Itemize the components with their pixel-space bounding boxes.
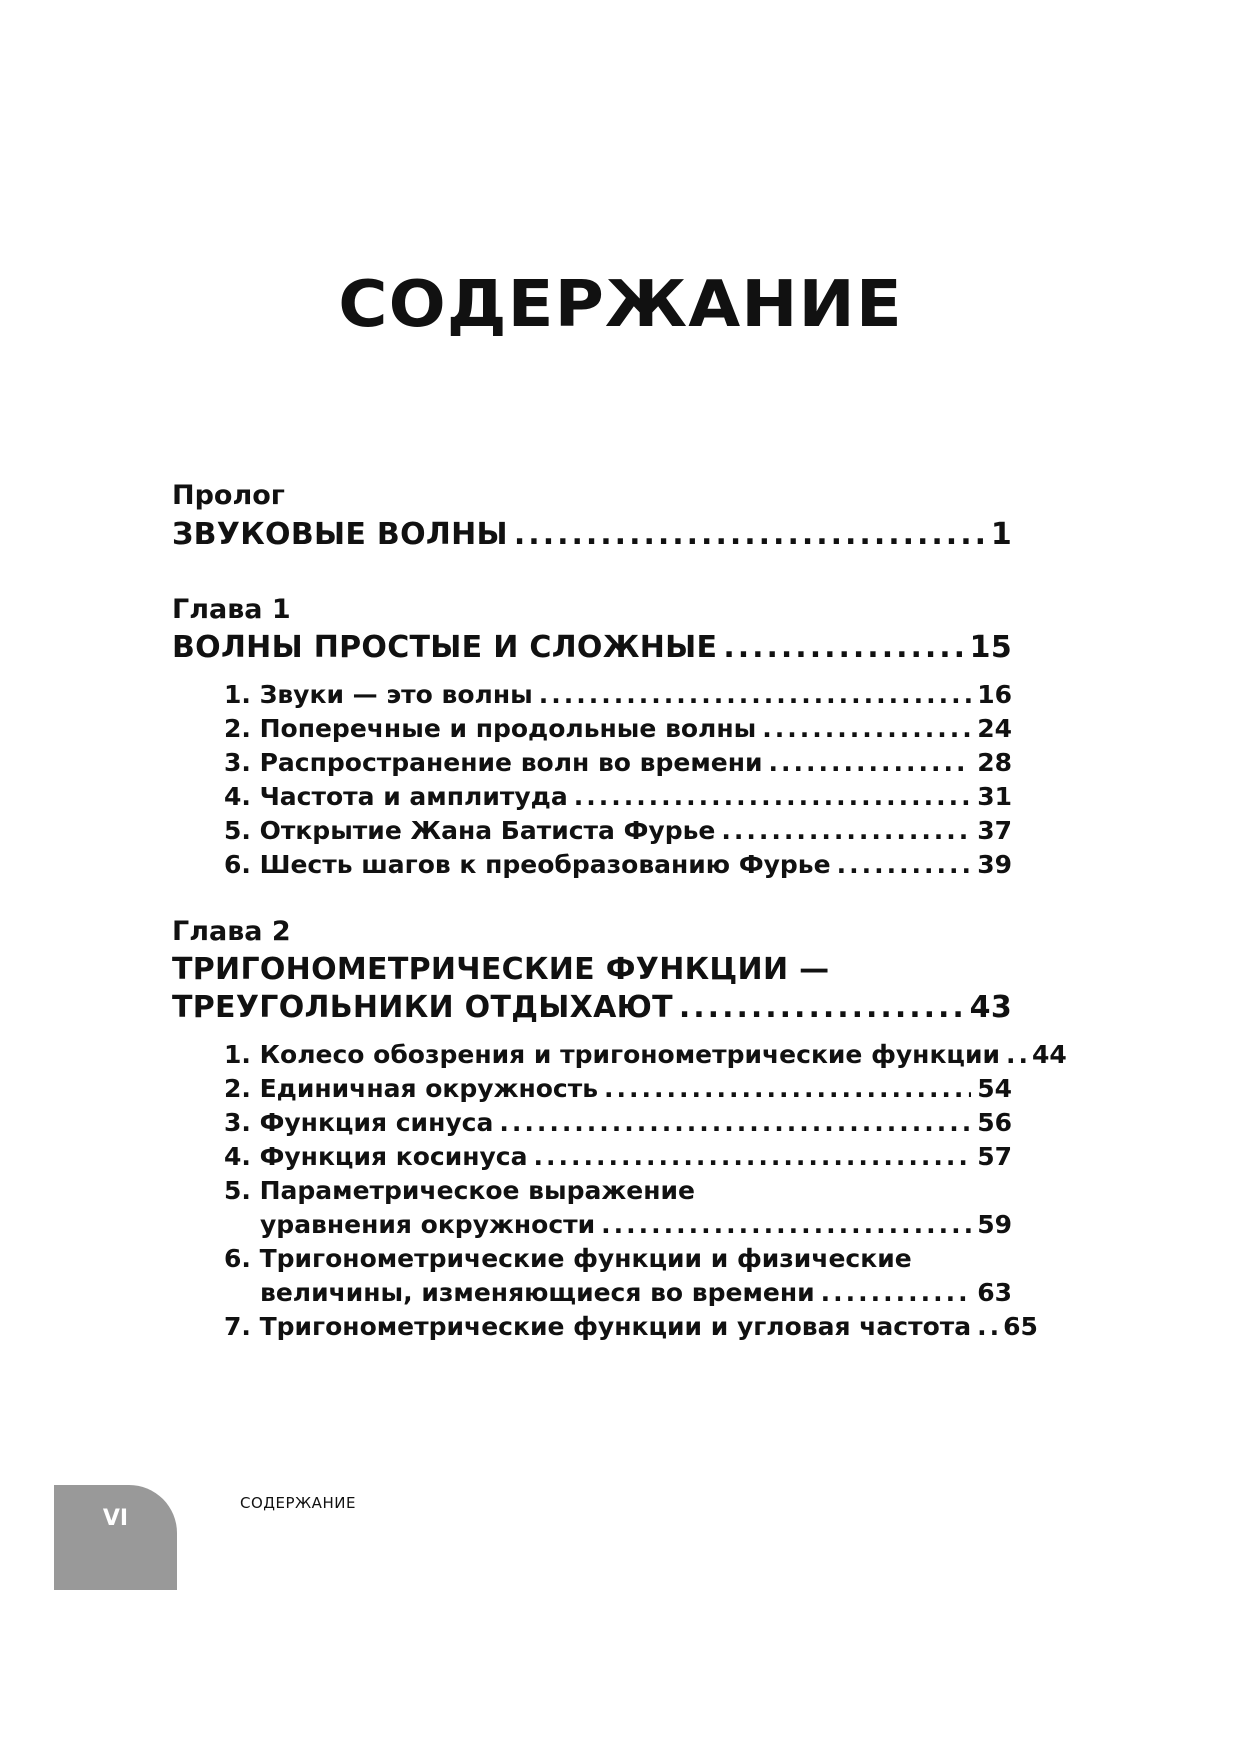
toc-section-title: величины, изменяющиеся во времени <box>260 1278 815 1307</box>
toc-entry-chapter2-line1: ТРИГОНОМЕТРИЧЕСКИЕ ФУНКЦИИ — <box>172 952 830 987</box>
dot-leader <box>679 990 964 1025</box>
toc-section-title: 1. Колесо обозрения и тригонометрические функции <box>224 1040 1000 1069</box>
toc-section-page: 44 <box>1032 1040 1067 1069</box>
toc-entry-page: 43 <box>969 990 1012 1025</box>
toc-section[interactable] <box>260 1278 1012 1307</box>
toc-section[interactable] <box>224 1142 1012 1171</box>
toc-section-title: 2. Поперечные и продольные волны <box>224 714 757 743</box>
toc-section[interactable] <box>224 1040 1067 1069</box>
toc-entry-prologue[interactable] <box>172 517 1012 552</box>
toc-section[interactable] <box>224 748 1012 777</box>
dot-leader <box>514 517 985 552</box>
page-title: СОДЕРЖАНИЕ <box>338 268 903 342</box>
toc-section-page: 37 <box>977 816 1012 845</box>
page-number: VI <box>102 1506 129 1531</box>
prologue-label: Пролог <box>172 480 285 511</box>
dot-leader <box>723 630 963 665</box>
toc-section-page: 59 <box>977 1210 1012 1239</box>
dot-leader <box>604 1074 971 1103</box>
dot-leader <box>533 1142 971 1171</box>
toc-entry-title: ЗВУКОВЫЕ ВОЛНЫ <box>172 517 508 552</box>
toc-entry-title: ТРЕУГОЛЬНИКИ ОТДЫХАЮТ <box>172 990 673 1025</box>
toc-section-page: 31 <box>977 782 1012 811</box>
dot-leader <box>574 782 972 811</box>
toc-section-line1: 6. Тригонометрические функции и физические <box>224 1244 912 1273</box>
toc-section-page: 57 <box>977 1142 1012 1171</box>
toc-section-title: 5. Открытие Жана Батиста Фурье <box>224 816 716 845</box>
dot-leader <box>837 850 972 879</box>
toc-section-title: 2. Единичная окружность <box>224 1074 599 1103</box>
toc-section-title: 3. Распространение волн во времени <box>224 748 763 777</box>
toc-section-title: 3. Функция синуса <box>224 1108 494 1137</box>
running-head: СОДЕРЖАНИЕ <box>240 1494 356 1512</box>
toc-section-title: 4. Функция косинуса <box>224 1142 528 1171</box>
toc-section-page: 28 <box>977 748 1012 777</box>
toc-section-title: 6. Шесть шагов к преобразованию Фурье <box>224 850 831 879</box>
toc-section[interactable] <box>224 680 1012 709</box>
dot-leader <box>821 1278 972 1307</box>
toc-entry-chapter2[interactable] <box>172 990 1012 1025</box>
dot-leader <box>601 1210 971 1239</box>
dot-leader <box>499 1108 971 1137</box>
chapter1-label: Глава 1 <box>172 594 291 625</box>
chapter2-label: Глава 2 <box>172 916 291 947</box>
toc-section-page: 63 <box>977 1278 1012 1307</box>
toc-section-page: 39 <box>977 850 1012 879</box>
toc-section-page: 65 <box>1003 1312 1038 1341</box>
toc-section-page: 24 <box>977 714 1012 743</box>
toc-section-title: 4. Частота и амплитуда <box>224 782 568 811</box>
toc-section-page: 54 <box>977 1074 1012 1103</box>
toc-section[interactable] <box>224 1312 1038 1341</box>
toc-entry-chapter1[interactable] <box>172 630 1012 665</box>
toc-section-title: уравнения окружности <box>260 1210 596 1239</box>
toc-section[interactable] <box>224 782 1012 811</box>
toc-section-page: 16 <box>977 680 1012 709</box>
toc-entry-page: 1 <box>990 517 1012 552</box>
dot-leader <box>769 748 972 777</box>
toc-section[interactable] <box>260 1210 1012 1239</box>
toc-section[interactable] <box>224 816 1012 845</box>
toc-entry-page: 15 <box>969 630 1012 665</box>
toc-section[interactable] <box>224 850 1012 879</box>
dot-leader <box>1006 1040 1026 1069</box>
toc-section[interactable] <box>224 1108 1012 1137</box>
toc-section-title: 1. Звуки — это волны <box>224 680 533 709</box>
dot-leader <box>977 1312 997 1341</box>
dot-leader <box>539 680 971 709</box>
toc-section-page: 56 <box>977 1108 1012 1137</box>
toc-section-line1: 5. Параметрическое выражение <box>224 1176 695 1205</box>
toc-section[interactable] <box>224 714 1012 743</box>
toc-section[interactable] <box>224 1074 1012 1103</box>
toc-entry-title: ВОЛНЫ ПРОСТЫЕ И СЛОЖНЫЕ <box>172 630 718 665</box>
toc-section-title: 7. Тригонометрические функции и угловая частота <box>224 1312 972 1341</box>
page-number-tab <box>54 1485 177 1590</box>
dot-leader <box>721 816 971 845</box>
dot-leader <box>762 714 971 743</box>
